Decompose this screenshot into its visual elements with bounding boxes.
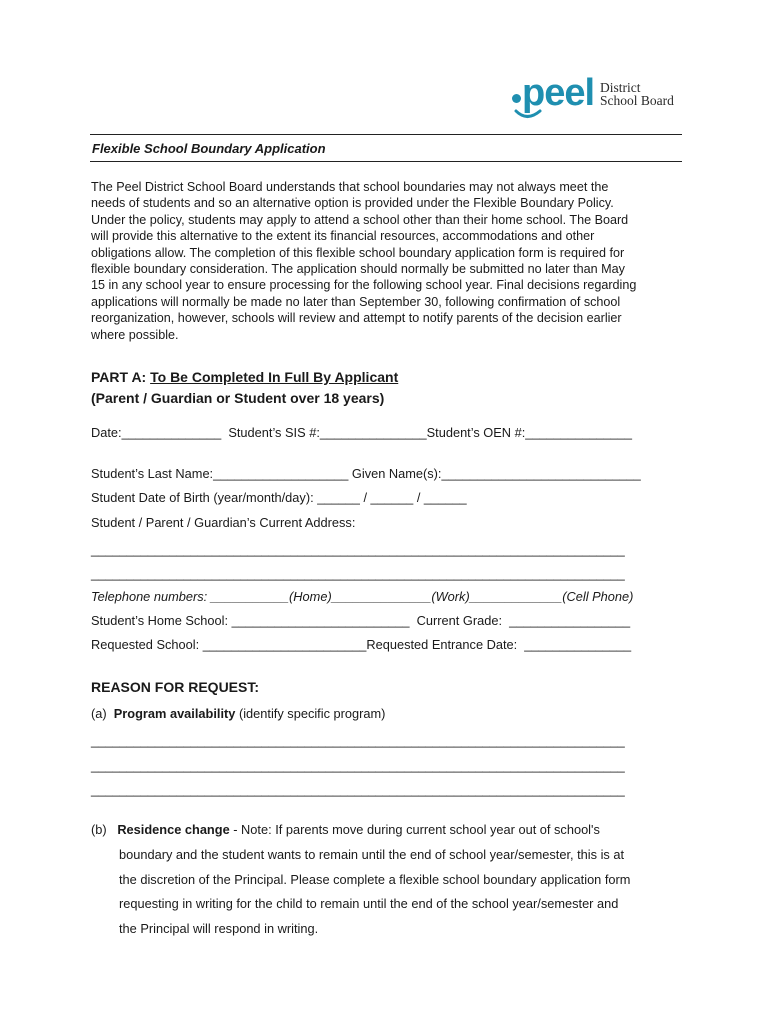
address-line-1[interactable]: ___________________________________________________________________________ <box>91 542 625 557</box>
intro-line: The Peel District School Board understands that school boundaries may not always meet the <box>91 180 609 194</box>
logo-wordmark: peel <box>522 72 595 114</box>
title-rule-top <box>90 134 682 135</box>
intro-paragraph <box>91 179 681 343</box>
reason-b-marker: (b) <box>91 822 107 837</box>
intro-line: Under the policy, students may apply to attend a school other than their home school. The Board <box>91 212 629 227</box>
address-line-2[interactable]: ___________________________________________________________________________ <box>91 566 625 581</box>
dob-field-line[interactable]: Student Date of Birth (year/month/day): ______ / ______ / ______ <box>91 490 467 505</box>
logo-subtitle <box>600 81 674 107</box>
intro-line: where possible. <box>91 327 179 342</box>
logo-smile-icon <box>514 108 544 122</box>
reason-a-line <box>91 706 385 721</box>
logo-line-2: School Board <box>600 93 674 108</box>
reason-b-title: Residence change <box>117 822 230 837</box>
name-field-line[interactable]: Student’s Last Name:___________________ Given Name(s):____________________________ <box>91 466 641 481</box>
intro-line: will provide this alternative to the extent its financial resources, accommodations and other <box>91 229 595 244</box>
part-a-heading <box>91 367 398 409</box>
intro-line: applications will normally be made no later than September 30, following confirmation of school <box>91 294 621 309</box>
telephone-field-line[interactable]: Telephone numbers: ___________(Home)______________(Work)_____________(Cell Phone) <box>91 589 634 604</box>
intro-line: needs of students and so an alternative option is provided under the Flexible Boundary Policy. <box>91 196 614 211</box>
logo-line-1: District <box>600 80 641 95</box>
reason-a-title: Program availability <box>113 706 236 721</box>
reason-heading: REASON FOR REQUEST: <box>91 679 260 695</box>
reason-b-line: the Principal will respond in writing. <box>119 921 319 937</box>
reason-a-note: (identify specific program) <box>235 706 386 721</box>
date-ids-field-line[interactable]: Date:______________ Student’s SIS #:_______________Student’s OEN #:_______________ <box>91 425 633 440</box>
intro-line: reorganization, however, schools will review and attempt to notify parents of the decision earlier <box>91 311 622 326</box>
requested-school-field-line[interactable]: Requested School: _______________________Requested Entrance Date: _______________ <box>91 637 632 652</box>
intro-line: 15 in any school year to ensure processing for the following school year. Final decisions regarding <box>91 278 637 293</box>
address-label: Student / Parent / Guardian’s Current Address: <box>91 515 356 530</box>
reason-b-line: the discretion of the Principal. Please complete a flexible school boundary application form <box>119 871 631 887</box>
program-line-2[interactable]: ___________________________________________________________________________ <box>91 758 625 773</box>
peel-logo <box>508 72 688 126</box>
reason-b-line: boundary and the student wants to remain until the end of school year/semester, this is at <box>119 846 625 862</box>
title-rule-bottom <box>90 161 682 162</box>
part-a-label: PART A: <box>91 369 147 385</box>
program-line-1[interactable]: ___________________________________________________________________________ <box>91 733 625 748</box>
intro-line: obligations allow. The completion of this flexible school boundary application form is required for <box>91 245 625 260</box>
reason-a-marker: (a) <box>91 706 107 721</box>
document-title: Flexible School Boundary Application <box>92 141 326 156</box>
home-school-field-line[interactable]: Student’s Home School: _________________________ Current Grade: _________________ <box>91 613 631 628</box>
part-a-subheading: (Parent / Guardian or Student over 18 years) <box>91 390 385 406</box>
reason-b-paragraph <box>91 818 691 942</box>
intro-line: flexible boundary consideration. The application should normally be submitted no later than May <box>91 262 625 277</box>
part-a-title: To Be Completed In Full By Applicant <box>150 369 399 385</box>
program-line-3[interactable]: ___________________________________________________________________________ <box>91 782 625 797</box>
logo-dot-icon <box>512 94 521 103</box>
reason-b-line: requesting in writing for the child to remain until the end of the school year/semester and <box>119 896 619 912</box>
reason-b-text: - Note: If parents move during current school year out of school's <box>229 822 600 837</box>
